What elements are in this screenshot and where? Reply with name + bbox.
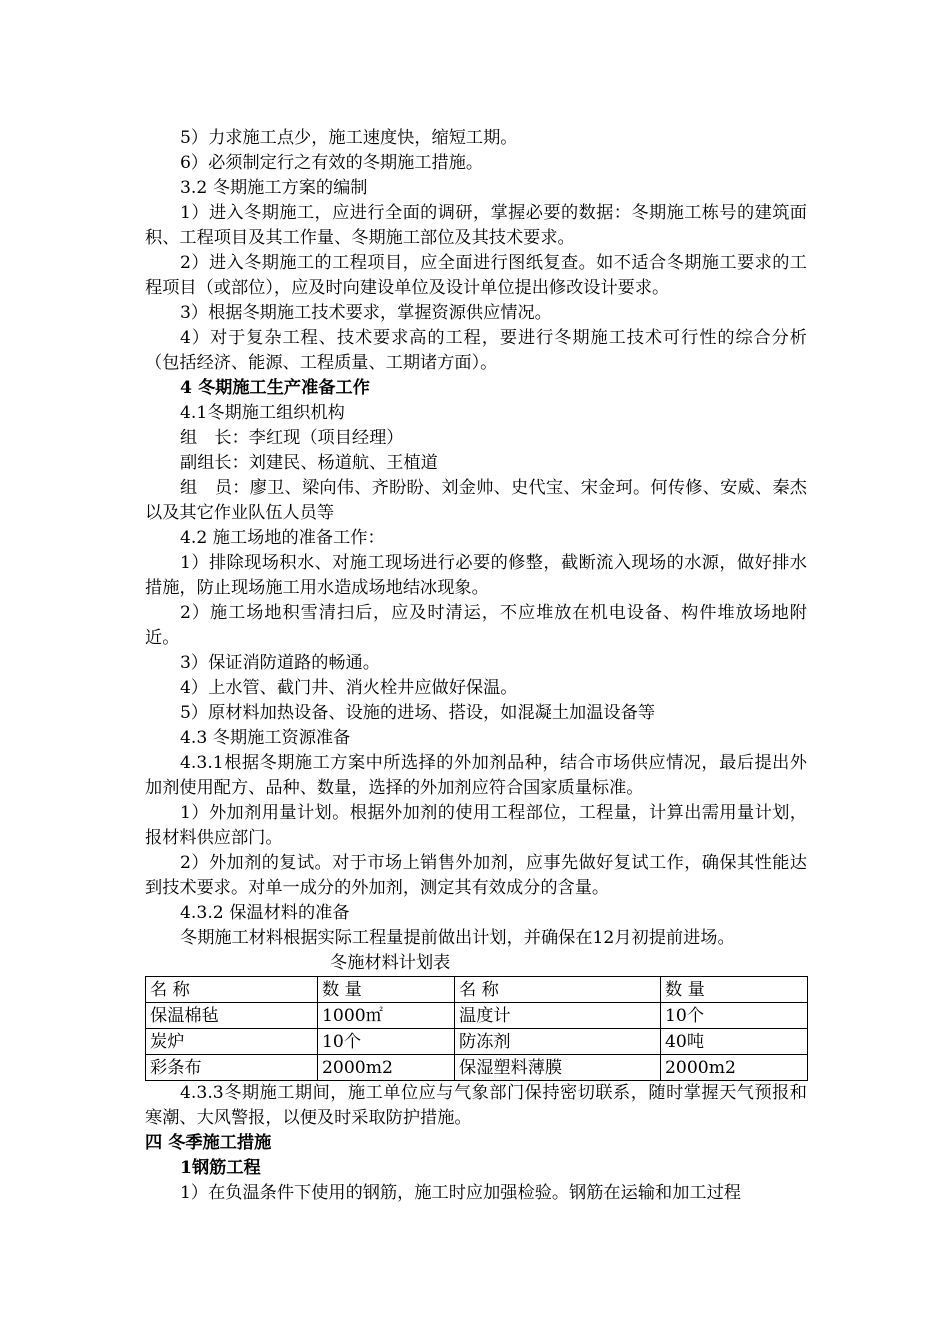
- paragraph: 副组长：刘建民、杨道航、王植道: [180, 453, 438, 473]
- table-row: [146, 1029, 808, 1055]
- materials-table: [145, 976, 808, 1081]
- section-heading: 4 冬期施工生产准备工作: [180, 378, 370, 398]
- paragraph: 1）外加剂用量计划。根据外加剂的使用工程部位，工程量，计算出需用量计划，报材料供应部门。: [145, 803, 807, 848]
- section-heading: 四 冬季施工措施: [145, 1133, 272, 1153]
- paragraph: 2）外加剂的复试。对于市场上销售外加剂，应事先做好复试工作，确保其性能达到技术要求。对单一成分的外加剂，测定其有效成分的含量。: [145, 853, 807, 898]
- table-cell: 40吨: [661, 1029, 808, 1055]
- paragraph: 3.2 冬期施工方案的编制: [180, 178, 368, 198]
- table-caption: 冬施材料计划表: [330, 953, 451, 973]
- table-header-row: [146, 977, 808, 1003]
- table-header-cell: 数 量: [318, 977, 455, 1003]
- paragraph: 5）力求施工点少，施工速度快，缩短工期。: [180, 128, 518, 148]
- paragraph: 3）根据冬期施工技术要求，掌握资源供应情况。: [180, 303, 552, 323]
- table-cell: 防冻剂: [455, 1029, 661, 1055]
- table-cell: 保温棉毡: [146, 1003, 318, 1029]
- table-cell: 10个: [318, 1029, 455, 1055]
- table-cell: 10个: [661, 1003, 808, 1029]
- paragraph: 6）必须制定行之有效的冬期施工措施。: [180, 153, 484, 173]
- paragraph: 冬期施工材料根据实际工程量提前做出计划，并确保在12月初提前进场。: [180, 928, 735, 948]
- table-cell: 炭炉: [146, 1029, 318, 1055]
- section-heading: 1钢筋工程: [180, 1158, 261, 1178]
- paragraph: 4.3 冬期施工资源准备: [180, 728, 351, 748]
- paragraph: 4）对于复杂工程、技术要求高的工程，要进行冬期施工技术可行性的综合分析（包括经济、能源、工程质量、工期诸方面）。: [145, 328, 807, 373]
- table-cell: 保湿塑料薄膜: [455, 1055, 661, 1081]
- table-row: [146, 1003, 808, 1029]
- table-cell: 2000m2: [318, 1055, 455, 1081]
- paragraph: 2）施工场地积雪清扫后，应及时清运，不应堆放在机电设备、构件堆放场地附近。: [145, 603, 807, 648]
- table-cell: 1000㎡: [318, 1003, 455, 1029]
- paragraph: 1）排除现场积水、对施工现场进行必要的修整，截断流入现场的水源，做好排水措施，防止现场施工用水造成场地结冰现象。: [145, 553, 807, 598]
- paragraph: 3）保证消防道路的畅通。: [180, 653, 380, 673]
- paragraph: 4.2 施工场地的准备工作：: [180, 528, 385, 548]
- table-header-cell: 数 量: [661, 977, 808, 1003]
- table-cell: 2000m2: [661, 1055, 808, 1081]
- paragraph: 4.3.3冬期施工期间，施工单位应与气象部门保持密切联系，随时掌握天气预报和寒潮、大风警报，以便及时采取防护措施。: [145, 1083, 807, 1128]
- paragraph: 组 员：廖卫、梁向伟、齐盼盼、刘金帅、史代宝、宋金珂。何传修、安威、秦杰以及其它作业队伍人员等: [145, 478, 807, 523]
- paragraph: 组 长：李红现（项目经理）: [180, 428, 404, 448]
- paragraph: 2）进入冬期施工的工程项目，应全面进行图纸复查。如不适合冬期施工要求的工程项目（或部位），应及时向建设单位及设计单位提出修改设计要求。: [145, 253, 807, 298]
- section-before-table: [145, 126, 807, 951]
- table-cell: 彩条布: [146, 1055, 318, 1081]
- table-header-cell: 名 称: [455, 977, 661, 1003]
- paragraph: 4.3.1根据冬期施工方案中所选择的外加剂品种，结合市场供应情况，最后提出外加剂使用配方、品种、数量，选择的外加剂应符合国家质量标准。: [145, 753, 807, 798]
- section-after-table: [145, 1081, 807, 1206]
- table-row: [146, 1055, 808, 1081]
- paragraph: 4.3.2 保温材料的准备: [180, 903, 350, 923]
- paragraph: 1）进入冬期施工，应进行全面的调研，掌握必要的数据：冬期施工栋号的建筑面积、工程项目及其工作量、冬期施工部位及其技术要求。: [145, 203, 807, 248]
- paragraph: 4.1冬期施工组织机构: [180, 403, 345, 423]
- table-header-cell: 名 称: [146, 977, 318, 1003]
- paragraph: 4）上水管、截门井、消火栓井应做好保温。: [180, 678, 518, 698]
- paragraph: 5）原材料加热设备、设施的进场、搭设，如混凝土加温设备等: [180, 703, 656, 723]
- document-body: [145, 126, 807, 1206]
- table-cell: 温度计: [455, 1003, 661, 1029]
- paragraph: 1）在负温条件下使用的钢筋，施工时应加强检验。钢筋在运输和加工过程: [180, 1183, 741, 1203]
